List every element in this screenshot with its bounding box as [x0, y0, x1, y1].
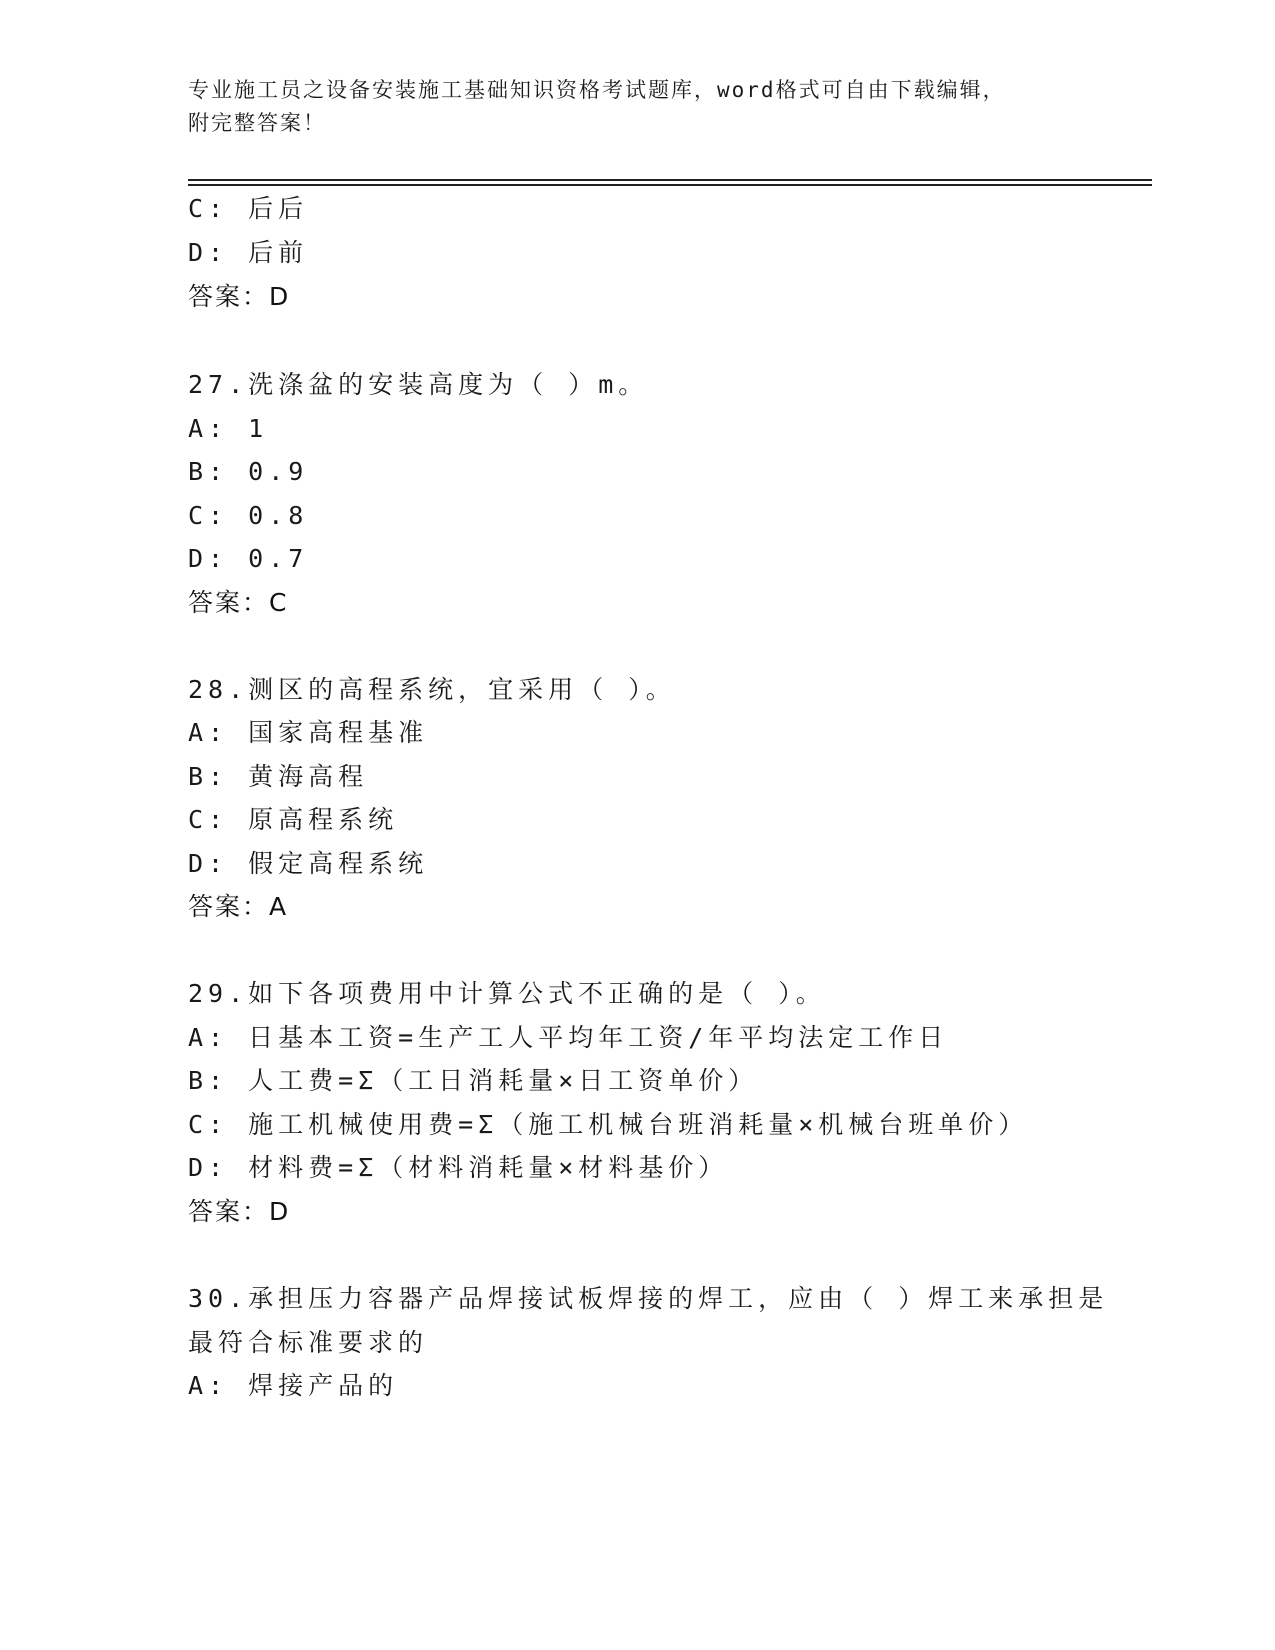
- question-29: 29.如下各项费用中计算公式不正确的是（ ）。: [188, 979, 826, 1008]
- option-b-q28: B: 黄海高程: [188, 762, 369, 791]
- option-a-q27: A: 1: [188, 414, 269, 443]
- header-line-1: 专业施工员之设备安装施工基础知识资格考试题库，word格式可自由下载编辑，: [188, 78, 1006, 102]
- option-b-q27: B: 0.9: [188, 457, 309, 486]
- option-c-q26: C: 后后: [188, 194, 309, 223]
- option-c-q28: C: 原高程系统: [188, 805, 399, 834]
- header-divider-top: [188, 179, 1152, 181]
- header-line-2: 附完整答案！: [188, 111, 326, 135]
- option-d-q26: D: 后前: [188, 238, 309, 267]
- question-30: 30.承担压力容器产品焊接试板焊接的焊工，应由（ ）焊工来承担是: [188, 1284, 1109, 1313]
- option-c-q27: C: 0.8: [188, 501, 309, 530]
- option-c-q29: C: 施工机械使用费=Σ（施工机械台班消耗量×机械台班单价）: [188, 1110, 1029, 1139]
- header-divider-bottom: [188, 184, 1152, 186]
- answer-q29: 答案：D: [188, 1197, 291, 1226]
- option-a-q30: A: 焊接产品的: [188, 1371, 399, 1400]
- option-d-q27: D: 0.7: [188, 544, 309, 573]
- option-a-q28: A: 国家高程基准: [188, 718, 429, 747]
- answer-q26: 答案：D: [188, 282, 291, 311]
- question-30-continued: 最符合标准要求的: [188, 1328, 429, 1357]
- option-b-q29: B: 人工费=Σ（工日消耗量×日工资单价）: [188, 1066, 759, 1095]
- option-d-q29: D: 材料费=Σ（材料消耗量×材料基价）: [188, 1153, 729, 1182]
- question-27: 27.洗涤盆的安装高度为（ ）m。: [188, 370, 649, 399]
- answer-q28: 答案：A: [188, 892, 289, 921]
- document-header: [188, 74, 1088, 140]
- question-28: 28.测区的高程系统，宜采用（ ）。: [188, 675, 676, 704]
- option-a-q29: A: 日基本工资=生产工人平均年工资/年平均法定工作日: [188, 1023, 949, 1052]
- answer-q27: 答案：C: [188, 588, 289, 617]
- option-d-q28: D: 假定高程系统: [188, 849, 429, 878]
